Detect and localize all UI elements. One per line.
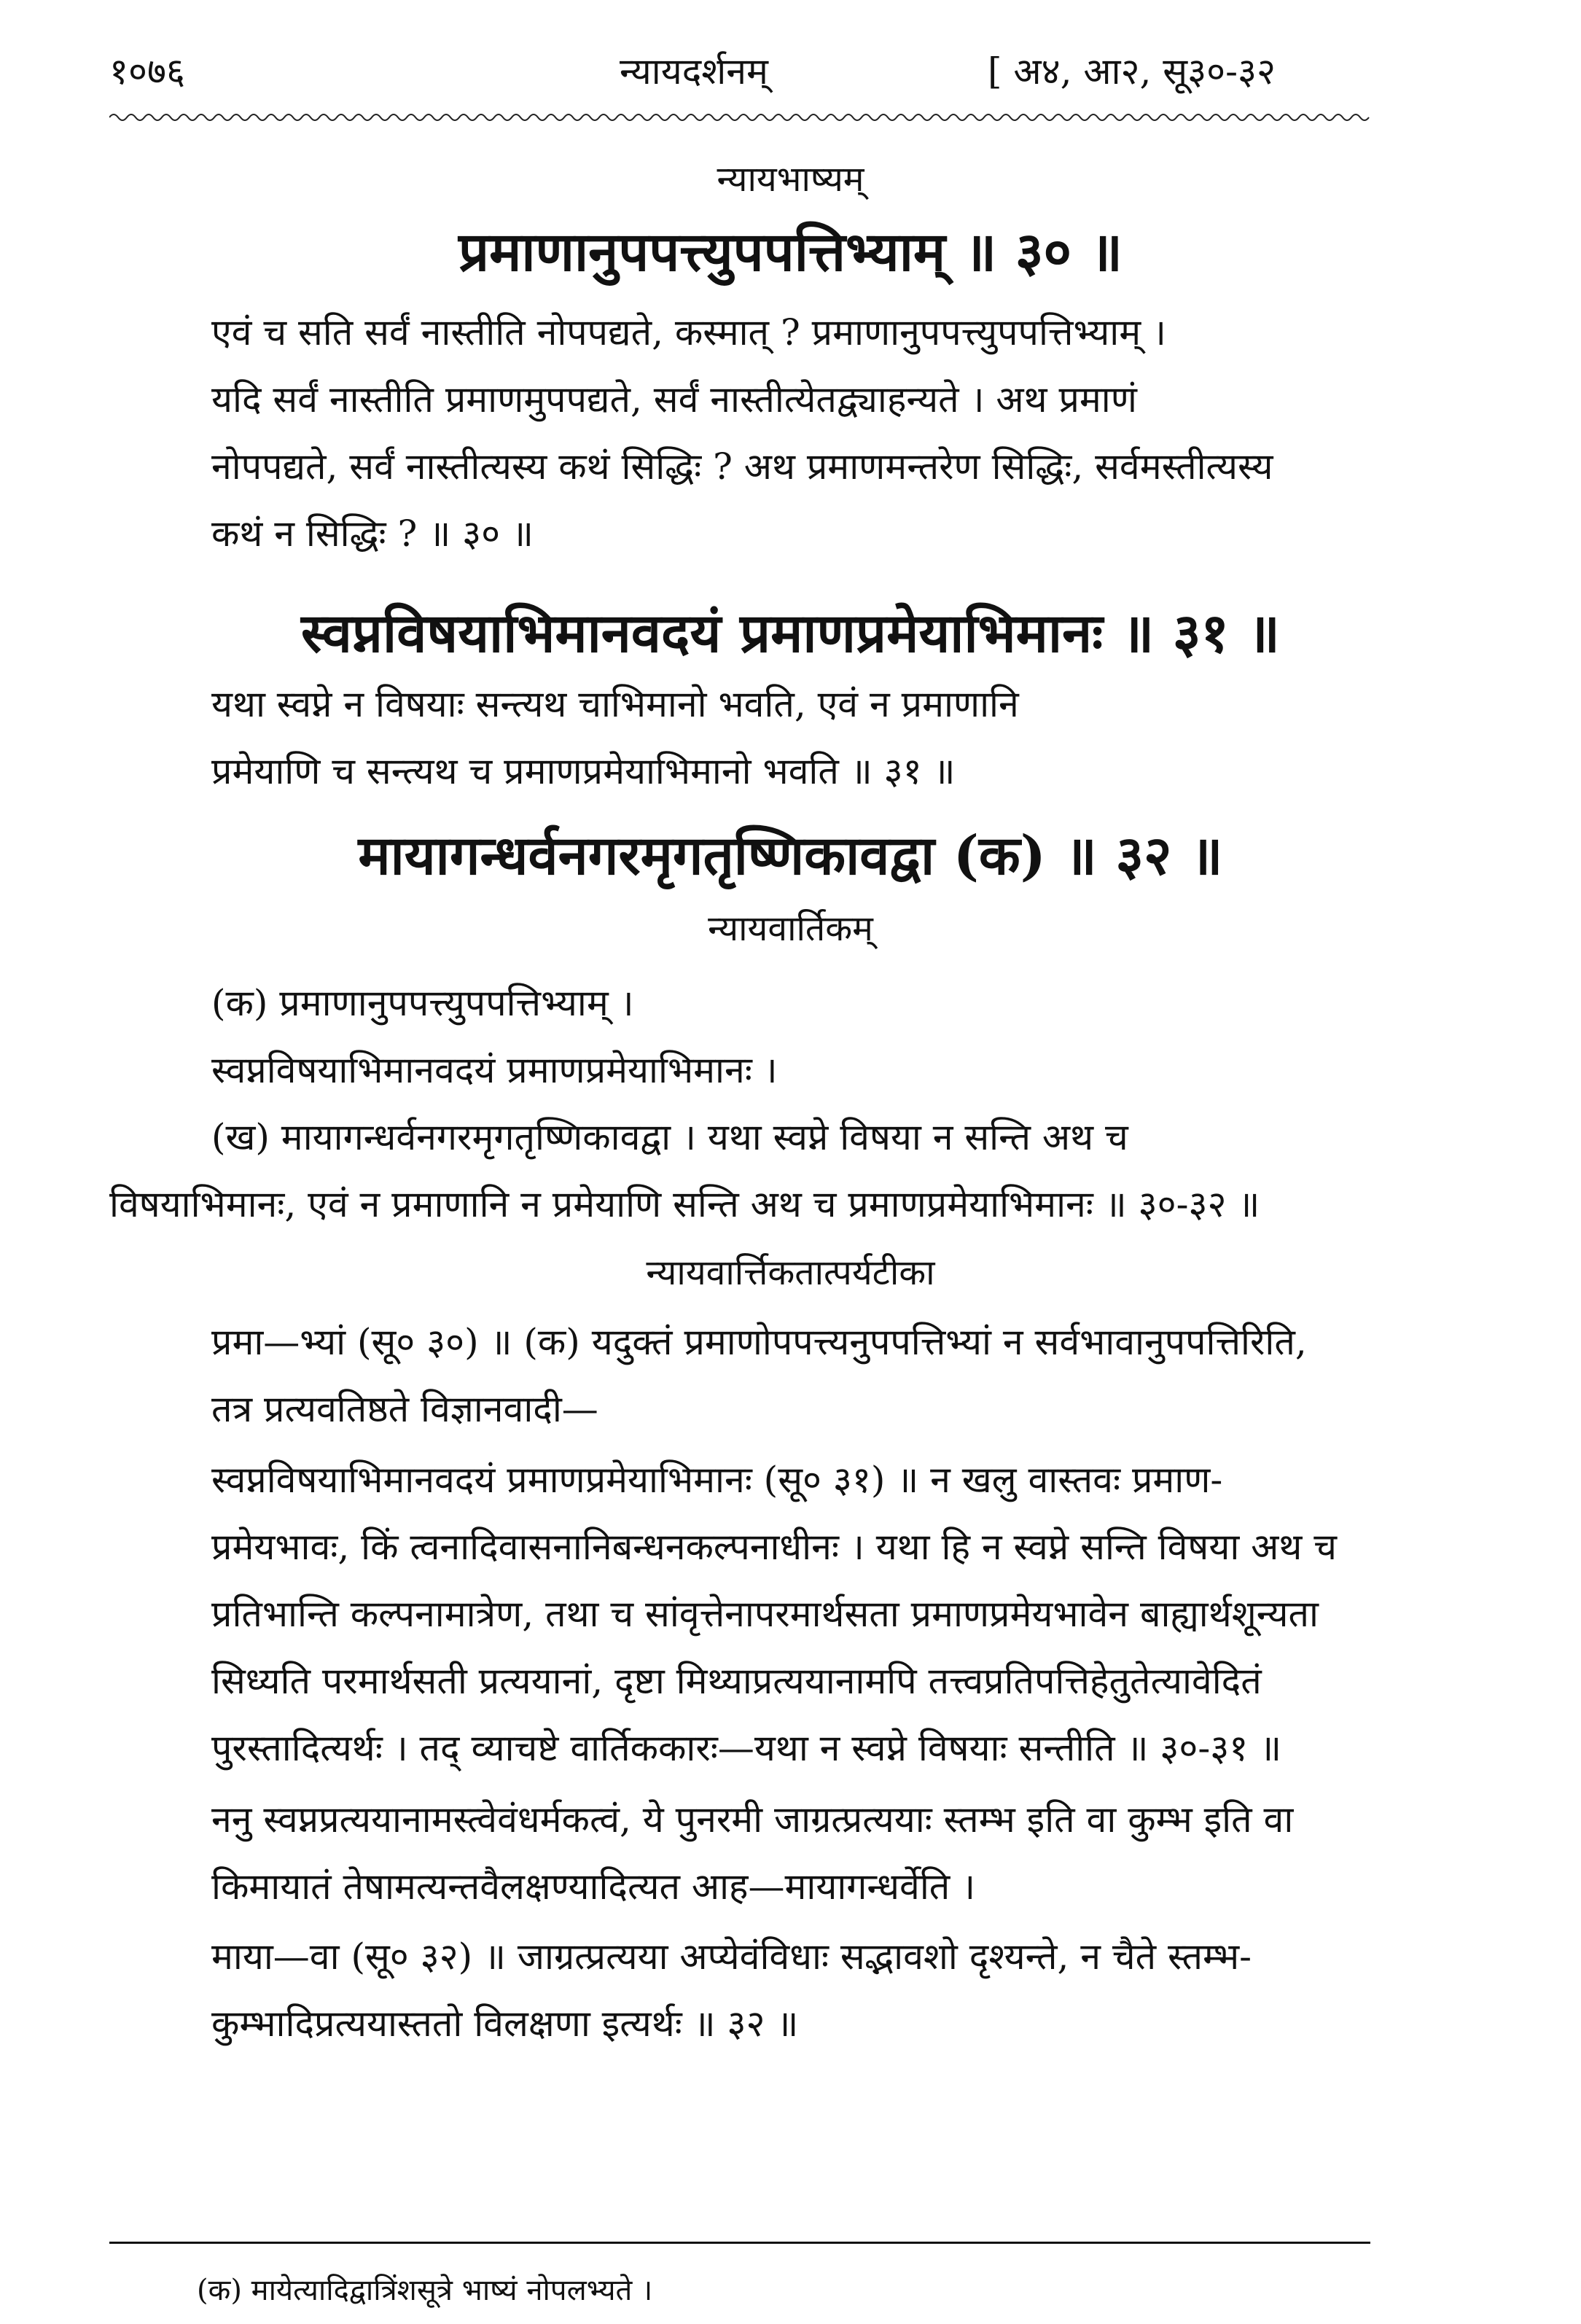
sutra-31: स्वप्नविषयाभिमानवदयं प्रमाणप्रमेयाभिमानः ॥ ३१ ॥ — [301, 602, 1280, 665]
text-line: पुरस्तादित्यर्थः । तद् व्याचष्टे वार्तिककारः—यथा न स्वप्ने विषयाः सन्तीति ॥ ३०-३१ ॥ — [211, 1727, 1282, 1769]
text-line: कुम्भादिप्रत्ययास्ततो विलक्षणा इत्यर्थः ॥ ३२ ॥ — [211, 2003, 799, 2045]
bhashya-paragraph-31 — [109, 671, 1363, 805]
text-line: प्रमेयभावः, किं त्वनादिवासनानिबन्धनकल्पनाधीनः । यथा हि न स्वप्ने सन्ति विषया अथ च — [211, 1526, 1337, 1568]
bhashya-paragraph-30 — [109, 299, 1363, 567]
bhashya-heading: न्यायभाष्यम् — [717, 159, 864, 200]
vartika-line-ka: (क) प्रमाणानुपपत्त्युपपत्तिभ्याम् । — [211, 982, 634, 1024]
book-title: न्यायदर्शनम् — [620, 50, 768, 93]
section-reference: [ अ४, आ२, सू३०-३२ — [988, 50, 1276, 93]
page-number: १०७६ — [109, 50, 185, 93]
footnote: (क) मायेत्यादिद्वात्रिंशसूत्रे भाष्यं नोपलभ्यते । — [197, 2274, 653, 2307]
tika-paragraph-4 — [109, 1923, 1363, 2057]
text-line: प्रमा—भ्यां (सू० ३०) ॥ (क) यदुक्तं प्रमाणोपपत्त्यनुपपत्तिभ्यां न सर्वभावानुपपत्तिरिति, — [211, 1321, 1307, 1363]
tika-paragraph-3 — [109, 1786, 1363, 1920]
vartika-text-continued — [109, 1171, 1363, 1238]
text-line: नोपपद्यते, सर्वं नास्तीत्यस्य कथं सिद्धिः ? अथ प्रमाणमन्तरेण सिद्धिः, सर्वमस्तीत्यस्य — [211, 445, 1273, 488]
header-wavy-rule — [109, 109, 1370, 125]
text-line: ननु स्वप्नप्रत्ययानामस्त्वेवंधर्मकत्वं, ये पुनरमी जाग्रत्प्रत्ययाः स्तम्भ इति वा कुम्भ इति वा — [211, 1798, 1294, 1841]
sutra-32: मायागन्धर्वनगरमृगतृष्णिकावद्वा (क) ॥ ३२ ॥ — [358, 824, 1223, 887]
text-line: यदि सर्वं नास्तीति प्रमाणमुपपद्यते, सर्वं नास्तीत्येतद्व्याहन्यते । अथ प्रमाणं — [211, 378, 1137, 421]
tika-heading: न्यायवार्त्तिकतात्पर्यटीका — [646, 1252, 935, 1293]
text-line: एवं च सति सर्वं नास्तीति नोपपद्यते, कस्मात् ? प्रमाणानुपपत्त्युपपत्तिभ्याम् । — [211, 311, 1166, 354]
vartika-text — [211, 970, 1363, 1171]
vartika-heading: न्यायवार्तिकम् — [708, 908, 873, 949]
tika-paragraph-1 — [109, 1309, 1363, 1443]
text-line: कथं न सिद्धिः ? ॥ ३० ॥ — [211, 512, 534, 555]
vartika-line: विषयाभिमानः, एवं न प्रमाणानि न प्रमेयाणि सन्ति अथ च प्रमाणप्रमेयाभिमानः ॥ ३०-३२ ॥ — [109, 1183, 1260, 1225]
text-line: यथा स्वप्ने न विषयाः सन्त्यथ चाभिमानो भवति, एवं न प्रमाणानि — [211, 683, 1019, 725]
vartika-line: स्वप्नविषयाभिमानवदयं प्रमाणप्रमेयाभिमानः । — [211, 1049, 778, 1091]
tika-paragraph-2 — [109, 1446, 1363, 1782]
vartika-line-kha: (ख) मायागन्धर्वनगरमृगतृष्णिकावद्वा । यथा स्वप्ने विषया न सन्ति अथ च — [211, 1116, 1128, 1158]
text-line: तत्र प्रत्यवतिष्ठते विज्ञानवादी— — [211, 1388, 598, 1430]
footnote-rule — [109, 2242, 1370, 2244]
text-line: माया—वा (सू० ३२) ॥ जाग्रत्प्रत्यया अप्येवंविधाः सद्भावशो दृश्यन्ते, न चैते स्तम्भ- — [211, 1935, 1252, 1978]
text-line: स्वप्नविषयाभिमानवदयं प्रमाणप्रमेयाभिमानः (सू० ३१) ॥ न खलु वास्तवः प्रमाण- — [211, 1459, 1223, 1501]
sutra-30: प्रमाणानुपपत्त्युपपत्तिभ्याम् ॥ ३० ॥ — [458, 221, 1123, 284]
text-line: सिध्यति परमार्थसती प्रत्ययानां, दृष्टा मिथ्याप्रत्ययानामपि तत्त्वप्रतिपत्तिहेतुतेत्यावेदितं — [211, 1660, 1262, 1702]
text-line: प्रतिभान्ति कल्पनामात्रेण, तथा च सांवृत्तेनापरमार्थसता प्रमाणप्रमेयभावेन बाह्यार्थशून्यता — [211, 1593, 1319, 1635]
text-line: किमायातं तेषामत्यन्तवैलक्षण्यादित्यत आह—मायागन्धर्वेति । — [211, 1865, 976, 1908]
text-line: प्रमेयाणि च सन्त्यथ च प्रमाणप्रमेयाभिमानो भवति ॥ ३१ ॥ — [211, 750, 956, 792]
